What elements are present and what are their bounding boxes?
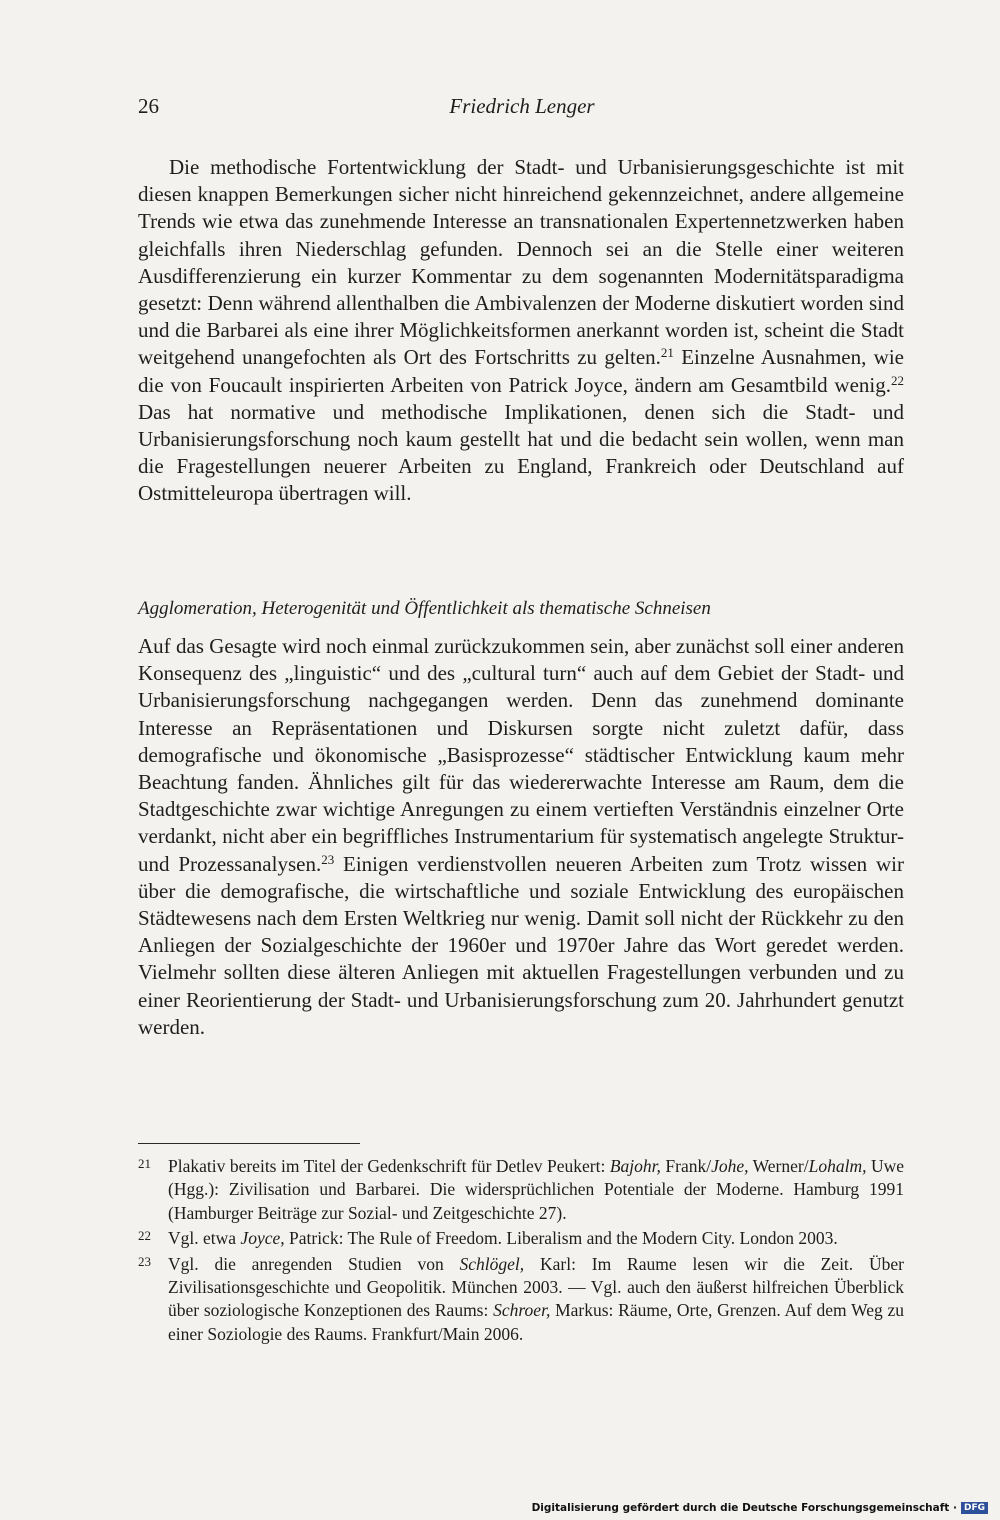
digitization-credit: [532, 1502, 988, 1514]
author-name: Lohalm,: [808, 1156, 867, 1176]
dfg-logo: DFG: [961, 1502, 988, 1514]
section-heading: Agglomeration, Heterogenität und Öffentlichkeit als thematische Schneisen: [138, 598, 711, 619]
paragraph-1: [138, 154, 904, 508]
footnote-ref-22[interactable]: 22: [891, 372, 904, 388]
footnote-text: Vgl. die anregenden Studien von: [168, 1253, 460, 1274]
footnote-number: 23: [138, 1253, 151, 1269]
credit-text: Digitalisierung gefördert durch die Deutsche Forschungsgemeinschaft ·: [531, 1502, 957, 1514]
paragraph-2: [138, 633, 904, 1041]
footnote-text: Werner/: [748, 1156, 809, 1176]
author-name: Joyce,: [240, 1228, 285, 1249]
footnote-text: Uwe (Hgg.): Zivilisation und Barbarei. Die widersprüchlichen Potentiale der Moderne. Hamburg 1991 (Hamburger Beiträge zur Sozial- und Zeitgeschichte 27).: [168, 1156, 904, 1223]
footnote-23: [138, 1253, 904, 1347]
footnotes: [138, 1155, 904, 1348]
footnote-text: Vgl. etwa: [168, 1228, 241, 1249]
footnote-text: Markus: Räume, Orte, Grenzen. Auf dem Weg zu einer Soziologie des Raums. Frankfurt/Main 2006.: [168, 1300, 904, 1344]
footnote-ref-21[interactable]: 21: [660, 345, 674, 361]
footnote-21: [138, 1155, 904, 1225]
author-name: Bajohr,: [609, 1156, 661, 1176]
footnote-number: 22: [138, 1228, 151, 1244]
paragraph-1-text: [138, 154, 904, 508]
author-name: Schroer,: [493, 1300, 551, 1321]
paragraph-1-part-1: Die methodische Fortentwicklung der Stadt- und Urbanisierungsgeschichte ist mit diesen knappen Bemerkungen sicher nicht hinreichend gekennzeichnet, andere allgemeine Trends wie etwa das zunehmende Interesse an transnationalen Expertennetzwerken haben gleichfalls ihren Niederschlag gefunden. Dennoch sei an die Stelle einer weiteren Ausdifferenzierung ein kurzer Kommentar zu dem sogenannten Modernitätsparadigma gesetzt: Denn während allenthalben die Ambivalenzen der Moderne diskutiert worden sind und die Barbarei als eine ihrer Möglichkeitsformen anerkannt worden ist, scheint die Stadt weitgehend unangefochten als Ort des Fortschritts zu gelten.: [138, 155, 904, 370]
paragraph-2-part-2: Einigen verdienstvollen neueren Arbeiten zum Trotz wissen wir über die demografische, die wirtschaftliche und soziale Entwicklung des europäischen Städtewesens nach dem Ersten Weltkrieg nur wenig. Damit soll nicht der Rückkehr zu den Anliegen der Sozialgeschichte der 1960er und 1970er Jahre das Wort geredet werden. Vielmehr sollten diese älteren Anliegen mit aktuellen Fragestellungen verbunden und zu einer Reorientierung der Stadt- und Urbanisierungsforschung zum 20. Jahrhundert genutzt werden.: [138, 851, 904, 1039]
page-number: 26: [138, 94, 159, 118]
footnote-ref-23[interactable]: 23: [321, 851, 335, 867]
page-header: [138, 94, 906, 126]
footnote-number: 21: [138, 1156, 151, 1171]
paragraph-2-part-1: Auf das Gesagte wird noch einmal zurückzukommen sein, aber zunächst soll einer anderen Konsequenz des „linguistic“ und des „cultural turn“ auch auf dem Gebiet der Stadt- und Urbanisierungsforschung nachgegangen werden. Denn das zunehmend dominante Interesse an Repräsentationen und Diskursen sorgte nicht zuletzt dafür, dass demografische und ökonomische „Basisprozesse“ städtischer Entwicklung kaum mehr Beachtung fanden. Ähnliches gilt für das wiedererwachte Interesse am Raum, dem die Stadtgeschichte zwar wichtige Anregungen zu einem vertieften Verständnis einzelner Orte verdankt, nicht aber ein begriffliches Instrumentarium für systematisch angelegte Struktur- und Prozessanalysen.: [138, 634, 904, 876]
author-name: Johe,: [711, 1156, 749, 1176]
footnote-text: Frank/: [660, 1156, 712, 1176]
paragraph-1-part-2: Einzelne Ausnahmen, wie die von Foucault inspirierten Arbeiten von Patrick Joyce, ändern am Gesamtbild wenig.: [138, 345, 905, 397]
footnote-text: Plakativ bereits im Titel der Gedenkschrift für Detlev Peukert:: [168, 1156, 610, 1176]
paragraph-2-text: [138, 633, 904, 1041]
paragraph-1-part-3: Das hat normative und methodische Implikationen, denen sich die Stadt- und Urbanisierungsforschung noch kaum gestellt hat und die bedacht sein wollen, wenn man die Fragestellungen neuerer Arbeiten zu England, Frankreich oder Deutschland auf Ostmitteleuropa übertragen will.: [138, 399, 904, 506]
footnote-22: [138, 1227, 904, 1250]
footnote-divider: [138, 1143, 360, 1144]
running-head: Friedrich Lenger: [449, 94, 595, 118]
author-name: Schlögel,: [459, 1253, 525, 1274]
footnote-text: Patrick: The Rule of Freedom. Liberalism and the Modern City. London 2003.: [284, 1228, 838, 1249]
footnote-text: Karl: Im Raume lesen wir die Zeit. Über Zivilisationsgeschichte und Geopolitik. München 2003. — Vgl. auch den äußerst hilfreichen Überblick über soziologische Konzeptionen des Raums:: [168, 1253, 904, 1321]
